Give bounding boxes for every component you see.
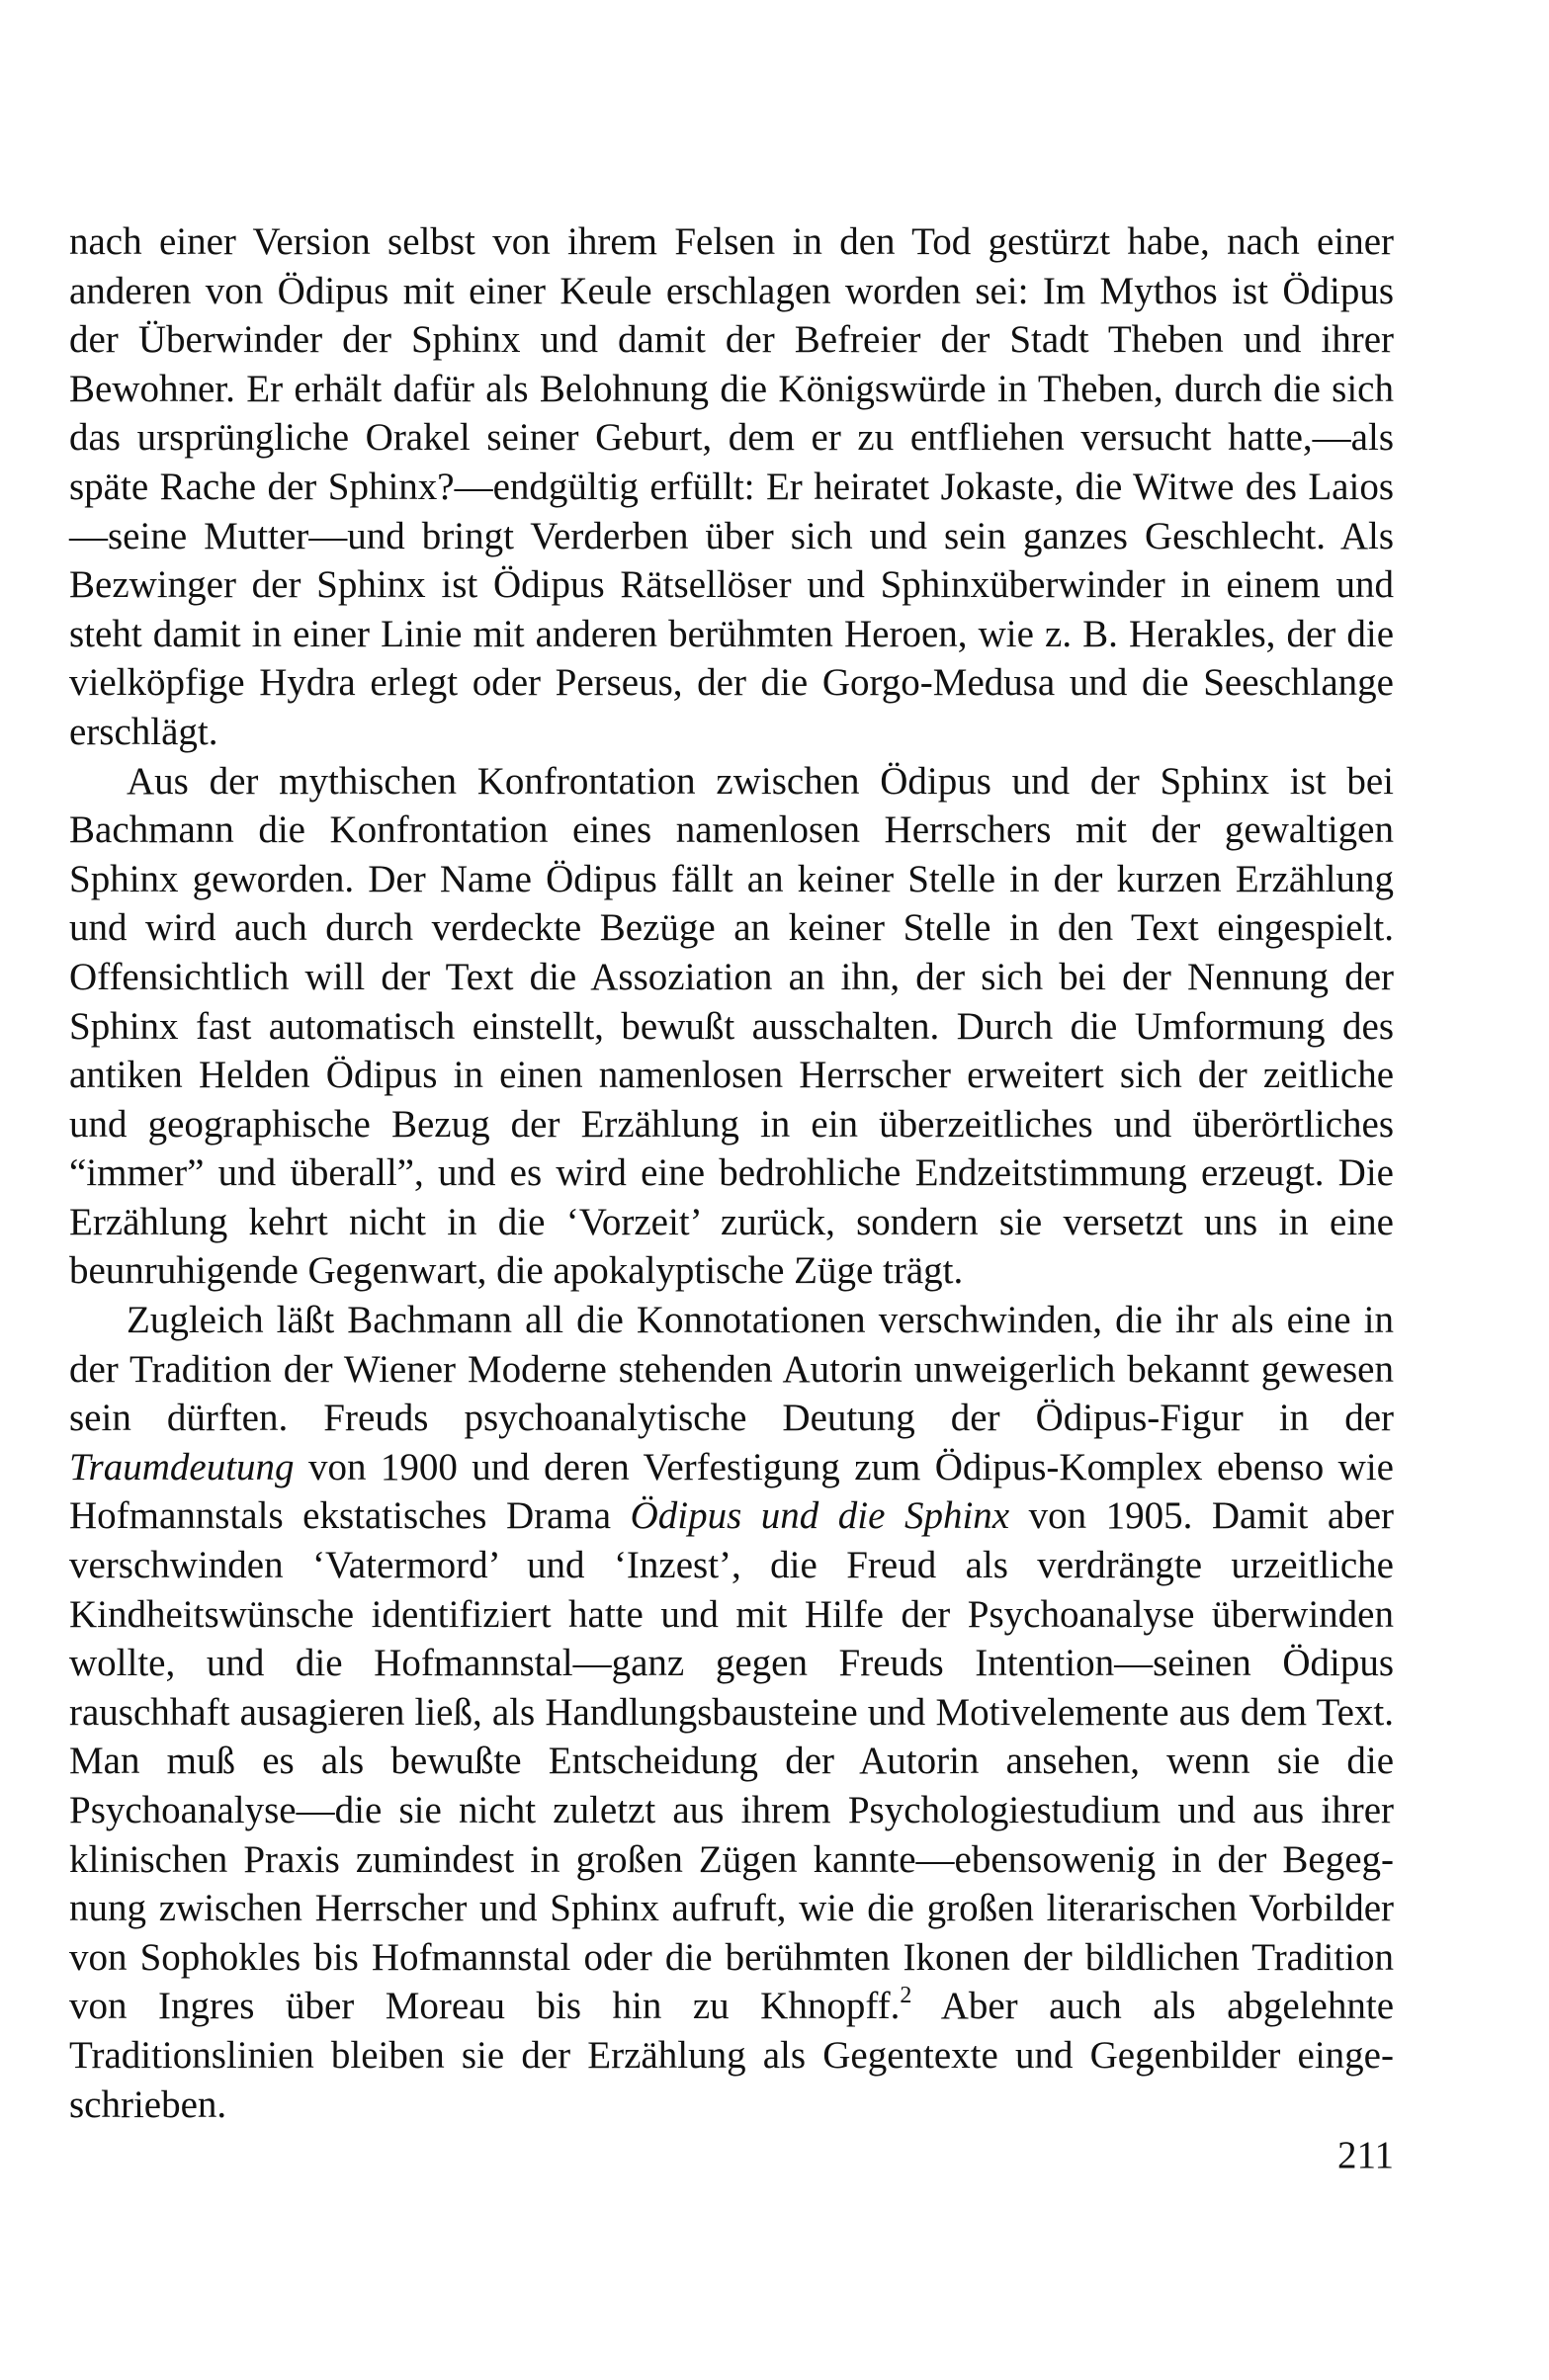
footnote-marker[interactable]: 2	[900, 1983, 912, 2009]
page-number: 211	[1336, 2134, 1394, 2176]
title-traumdeutung: Traumdeutung	[69, 1445, 295, 1488]
page-body	[69, 217, 1394, 2129]
paragraph-3-text-b: von 1900 und deren Verfestigung zum Ödipus-Komplex ebenso wie Hofmannstals ekstatisches Drama	[69, 1445, 1394, 1538]
title-oedipus-und-die-sphinx: Ödipus und die Sphinx	[630, 1494, 1010, 1538]
paragraph-2: Aus der mythischen Konfrontation zwischen Ödipus und der Sphinx ist bei Bachmann die Konfrontation eines namenlosen Herrschers mit der gewaltigen Sphinx geworden. Der Name Ödipus fällt an keiner Stelle in der kurzen Erzählung und wird auch durch verdeckte Bezüge an keiner Stelle in den Text eingespielt. Offensichtlich will der Text die Assoziation an ihn, der sich bei der Nennung der Sphinx fast automatisch einstellt, bewußt ausschalten. Durch die Umformung des antiken Helden Ödipus in einen namenlosen Herrscher erweitert sich der zeitliche und geographische Bezug der Erzählung in ein überzeitliches und überörtliches “immer” und überall”, und es wird eine bedrohliche Endzeitstimmung erzeugt. Die Erzählung kehrt nicht in die ‘Vorzeit’ zurück, sondern sie versetzt uns in eine beunruhigende Gegenwart, die apokalyptische Züge trägt.	[69, 759, 1394, 1293]
paragraph-3-text-a: Zugleich läßt Bachmann all die Konnotationen verschwinden, die ihr als eine in der Tradition der Wiener Moderne stehenden Autorin unweigerlich bekannt gewesen sein dürften. Freuds psychoanalytische Deutung der Ödipus-Figur in der	[69, 1299, 1394, 1440]
paragraph-3	[69, 1296, 1394, 2129]
paragraph-3-text-d: Aber auch als abgelehnte Traditionslinien bleiben sie der Erzählung als Gegentexte und Gegenbilder eingeschrieben.	[69, 1985, 1395, 2126]
paragraph-3-text-c: von 1905. Damit aber verschwinden ‘Vatermord’ und ‘Inzest’, die Freud als verdrängte urzeitliche Kindheitswünsche identifiziert hatte und mit Hilfe der Psychoanalyse überwinden wollte, und die Hofmannstal—ganz gegen Freuds Intention—seinen Ödipus rauschhaft ausagieren ließ, als Handlungsbausteine und Motivelemente aus dem Text. Man muß es als bewußte Entscheidung der Autorin ansehen, wenn sie die Psychoanalyse—die sie nicht zuletzt aus ihrem Psychologiestudium und aus ihrer klinischen Praxis zumindest in großen Zügen kannte—ebensowenig in der Begegnung zwischen Herrscher und Sphinx aufruft, wie die großen literarischen Vorbilder von Sophokles bis Hofmannstal oder die berühmten Ikonen der bildlichen Tradition von Ingres über Moreau bis hin zu Khnopff.	[69, 1494, 1394, 2028]
paragraph-1: nach einer Version selbst von ihrem Felsen in den Tod gestürzt habe, nach einer anderen von Ödipus mit einer Keule erschlagen worden sei: Im Mythos ist Ödipus der Überwinder der Sphinx und damit der Befreier der Stadt Theben und ihrer Bewohner. Er erhält dafür als Belohnung die Königswürde in Theben, durch die sich das ursprüngliche Orakel seiner Geburt, dem er zu entfliehen versucht hatte,—als späte Rache der Sphinx?—endgültig erfüllt: Er heiratet Jokaste, die Witwe des Laios—seine Mutter—und bringt Verderben über sich und sein ganzes Geschlecht. Als Bezwinger der Sphinx ist Ödipus Rätsellöser und Sphinxüberwinder in einem und steht damit in einer Linie mit anderen berühmten Heroen, wie z. B. Herakles, der die vielköpfige Hydra erlegt oder Perseus, der die Gorgo-Medusa und die Seeschlange erschlägt.	[69, 220, 1394, 753]
